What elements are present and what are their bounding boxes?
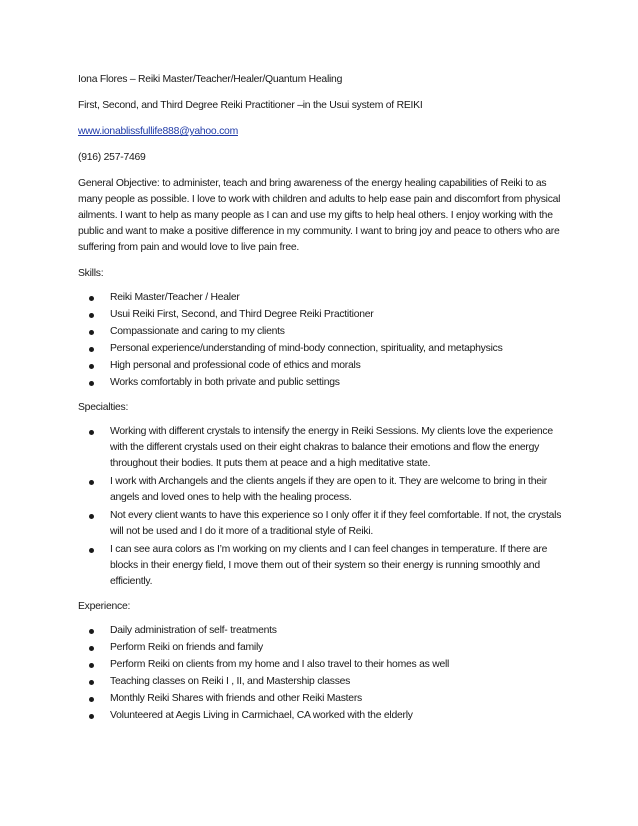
list-item: Teaching classes on Reiki I , II, and Mastership classes <box>110 674 566 690</box>
list-item: Daily administration of self- treatments <box>110 623 566 639</box>
resume-page <box>78 72 566 733</box>
email-line <box>78 124 566 140</box>
email-link[interactable]: www.ionablissfullife888@yahoo.com <box>78 126 238 137</box>
list-item: High personal and professional code of ethics and morals <box>110 358 566 374</box>
specialties-list <box>78 424 566 590</box>
list-item: Working with different crystals to intensify the energy in Reiki Sessions. My clients love the experience with the different crystals used on their eight chakras to balance their emotions and flow the energy throughout their bodies. It puts them at peace and a high meditative state. <box>110 424 566 472</box>
phone-line: (916) 257-7469 <box>78 152 146 163</box>
list-item: Personal experience/understanding of mind-body connection, spirituality, and metaphysics <box>110 341 566 357</box>
list-item: Monthly Reiki Shares with friends and other Reiki Masters <box>110 691 566 707</box>
general-objective: General Objective: to administer, teach and bring awareness of the energy healing capabilities of Reiki to as many people as possible. I love to work with children and adults to help ease pain and discomfort from physical ailments. I want to help as many people as I can and use my gifts to help heal others. I enjoy working with the public and want to make a positive difference in my community. I want to bring joy and peace to others who are suffering from pain and would love to live pain free. <box>78 178 561 253</box>
list-item: Usui Reiki First, Second, and Third Degree Reiki Practitioner <box>110 307 566 323</box>
list-item: I can see aura colors as I’m working on my clients and I can feel changes in temperature. If there are blocks in their energy field, I move them out of their system so their energy is running smoothly and efficiently. <box>110 542 566 590</box>
list-item: Not every client wants to have this experience so I only offer it if they feel comfortable. If not, the crystals will not be used and I do it more of a traditional style of Reiki. <box>110 508 566 540</box>
list-item: Volunteered at Aegis Living in Carmichael, CA worked with the elderly <box>110 708 566 724</box>
list-item: Reiki Master/Teacher / Healer <box>110 290 566 306</box>
credential-line: First, Second, and Third Degree Reiki Practitioner –in the Usui system of REIKI <box>78 100 423 111</box>
experience-heading: Experience: <box>78 601 131 612</box>
list-item: Perform Reiki on friends and family <box>110 640 566 656</box>
list-item: I work with Archangels and the clients angels if they are open to it. They are welcome to bring in their angels and loved ones to help with the healing process. <box>110 474 566 506</box>
list-item: Compassionate and caring to my clients <box>110 324 566 340</box>
skills-list <box>78 290 566 391</box>
skills-heading: Skills: <box>78 268 104 279</box>
list-item: Works comfortably in both private and public settings <box>110 375 566 391</box>
specialties-heading: Specialties: <box>78 402 129 413</box>
list-item: Perform Reiki on clients from my home and I also travel to their homes as well <box>110 657 566 673</box>
name-title-line: Iona Flores – Reiki Master/Teacher/Healer/Quantum Healing <box>78 74 343 85</box>
experience-list <box>78 623 566 724</box>
